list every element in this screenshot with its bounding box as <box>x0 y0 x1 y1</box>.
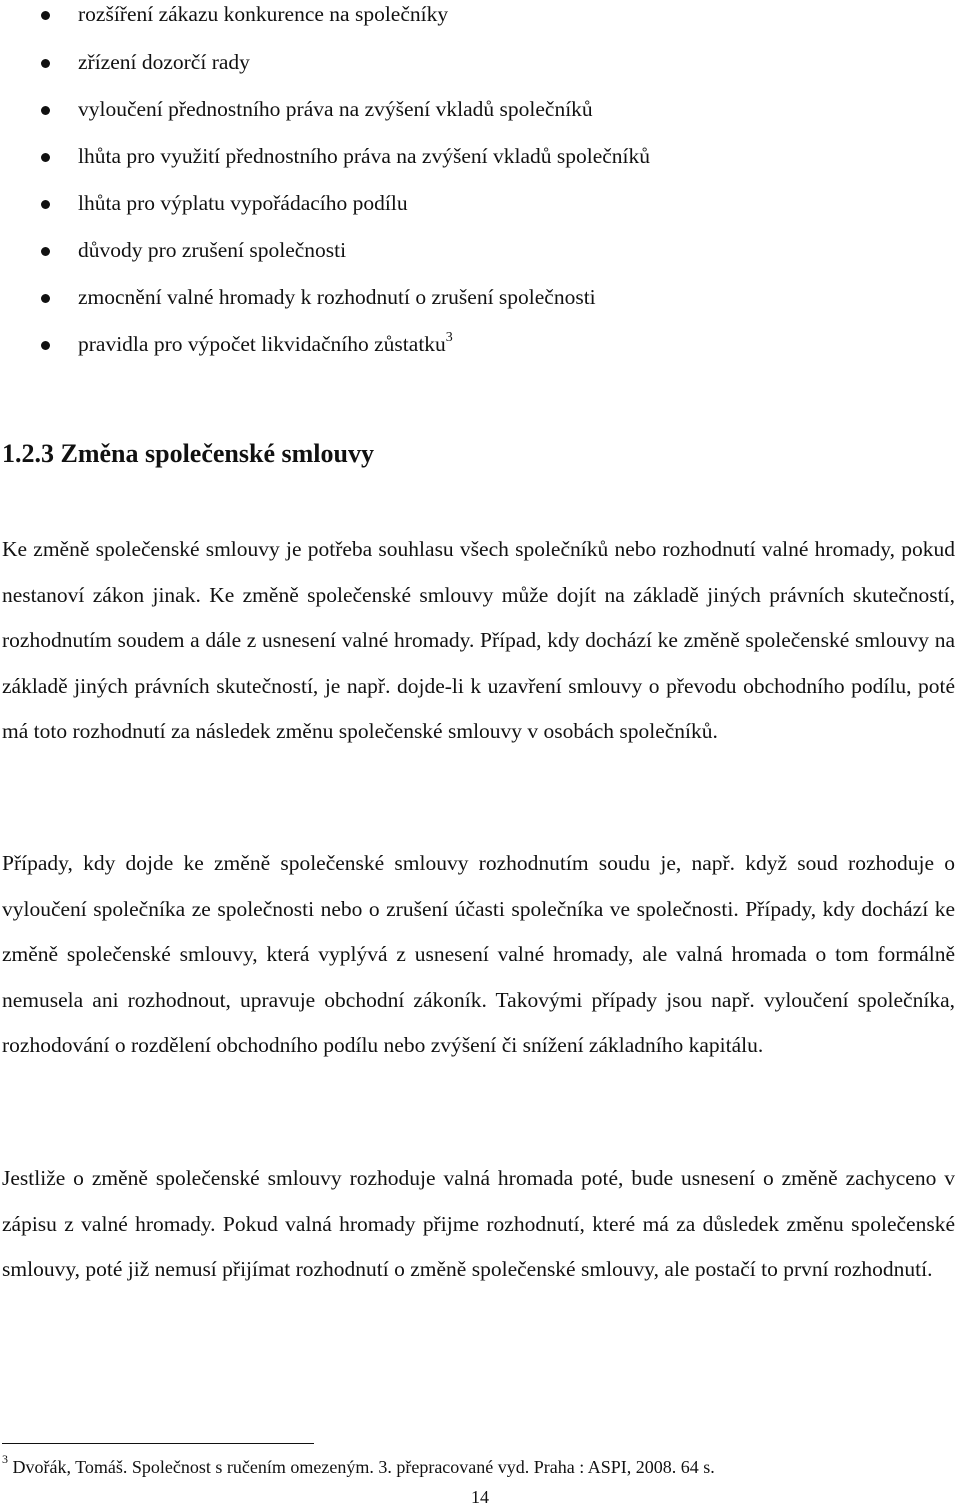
footnote-separator <box>2 1443 314 1444</box>
list-item: lhůta pro výplatu vypořádacího podílu <box>0 188 960 235</box>
bullet-icon <box>41 106 50 115</box>
footnote-reference[interactable]: 3 <box>445 329 453 345</box>
list-item: pravidla pro výpočet likvidačního zůstatku$^3$ <box>0 329 960 376</box>
paragraph: Ke změně společenské smlouvy je potřeba souhlasu všech společníků nebo rozhodnutí valné hromady, pokud nestanoví zákon jinak. Ke změně společenské smlouvy může dojít na základě jiných právních skutečností, rozhodnutím soudem a dále z usnesení valné hromady. Případ, kdy dochází ke změně společenské smlouvy na základě jiných právních skutečností, je např. dojde-li k uzavření smlouvy o převodu obchodního podílu, poté má toto rozhodnutí za následek změnu společenské smlouvy v osobách společníků. <box>2 537 955 743</box>
bullet-list <box>0 0 960 376</box>
bullet-icon <box>41 153 50 162</box>
bullet-icon <box>41 200 50 209</box>
page-number: 14 <box>471 1487 489 1507</box>
list-item: zřízení dozorčí rady <box>0 47 960 94</box>
bullet-icon <box>41 294 50 303</box>
paragraph: Případy, kdy dojde ke změně společenské smlouvy rozhodnutím soudu je, např. když soud rozhoduje o vyloučení společníka ze společnosti nebo o zrušení účasti společníka ve společnosti. Případy, kdy dochází ke změně společenské smlouvy, která vyplývá z usnesení valné hromady, ale valná hromada o tom formálně nemusela ani rozhodnout, upravuje obchodní zákoník. Takovými případy jsou např. vyloučení společníka, rozhodování o rozdělení obchodního podílu nebo zvýšení či snížení základního kapitálu. <box>2 851 955 1057</box>
list-item: vyloučení přednostního práva na zvýšení vkladů společníků <box>0 94 960 141</box>
bullet-icon <box>41 341 50 350</box>
footnote-text: Dvořák, Tomáš. Společnost s ručením omezeným. 3. přepracované vyd. Praha : ASPI, 2008. 64 s. <box>12 1457 715 1477</box>
list-item: důvody pro zrušení společnosti <box>0 235 960 282</box>
bullet-icon <box>41 11 50 20</box>
section-heading: 1.2.3 Změna společenské smlouvy <box>2 439 374 468</box>
footnote <box>2 1452 715 1479</box>
list-item: zmocnění valné hromady k rozhodnutí o zrušení společnosti <box>0 282 960 329</box>
list-item: rozšíření zákazu konkurence na společníky <box>0 0 960 46</box>
footnote-number: 3 <box>2 1452 8 1466</box>
bullet-icon <box>41 247 50 256</box>
bullet-icon <box>41 59 50 68</box>
list-item: lhůta pro využití přednostního práva na zvýšení vkladů společníků <box>0 141 960 188</box>
paragraph: Jestliže o změně společenské smlouvy rozhoduje valná hromada poté, bude usnesení o změně zachyceno v zápisu z valné hromady. Pokud valná hromady přijme rozhodnutí, které má za důsledek změnu společenské smlouvy, poté již nemusí přijímat rozhodnutí o změně společenské smlouvy, ale postačí to první rozhodnutí. <box>2 1166 955 1281</box>
